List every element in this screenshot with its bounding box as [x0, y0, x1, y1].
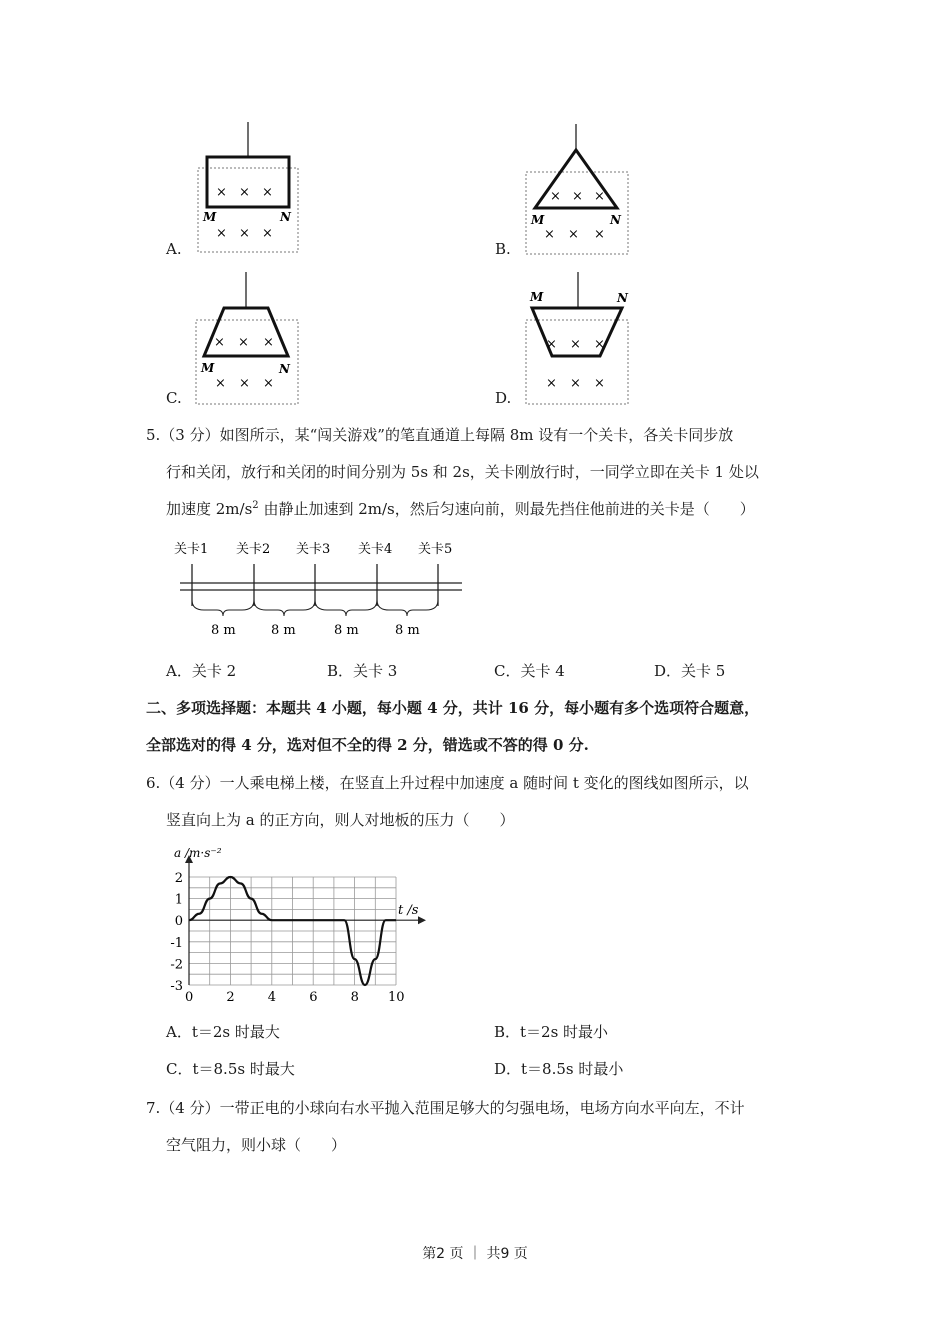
q6-option-d[interactable]: D．t＝8.5s 时最小: [494, 1060, 624, 1078]
x-mark: ×: [263, 376, 274, 391]
x-mark: ×: [239, 185, 250, 200]
x-mark: ×: [594, 227, 605, 242]
gate-label: 关卡1: [174, 542, 209, 557]
option-a-label: A.: [166, 240, 182, 258]
gate-label: 关卡2: [236, 542, 271, 557]
spacing-label: 8 m: [395, 623, 420, 638]
gate-label: 关卡4: [358, 542, 393, 557]
y-tick-label: 2: [174, 871, 183, 886]
label-n: N: [280, 210, 291, 224]
diagram-c: [160, 270, 320, 410]
label-m: M: [203, 210, 217, 224]
gate-label: 关卡3: [296, 542, 331, 557]
brace: [192, 600, 254, 616]
x-tick-label: 0: [185, 990, 194, 1005]
x-mark: ×: [550, 189, 561, 204]
spacing-label: 8 m: [211, 623, 236, 638]
q6-stem-line2: 竖直向上为 a 的正方向，则人对地板的压力（ ）: [166, 811, 515, 829]
x-axis-arrow: [418, 916, 426, 924]
q5-stem-line3: [166, 498, 755, 519]
label-m: M: [531, 213, 545, 227]
spacing-label: 8 m: [334, 623, 359, 638]
page-footer: 第2 页 ｜ 共9 页: [422, 1246, 528, 1262]
q6-option-b[interactable]: B．t＝2s 时最小: [494, 1023, 609, 1041]
x-mark: ×: [594, 337, 605, 352]
gate-label: 关卡5: [418, 542, 453, 557]
q5-stem-line1: 5.（3 分）如图所示，某“闯关游戏”的笔直通道上每隔 8m 设有一个关卡，各关卡同步放: [146, 426, 734, 444]
x-mark: ×: [262, 185, 273, 200]
spacing-label: 8 m: [271, 623, 296, 638]
diagram-d: [490, 270, 650, 410]
q4-option-d: [490, 270, 650, 410]
option-d-label: D.: [495, 389, 512, 407]
x-mark: ×: [214, 335, 225, 350]
x-mark: ×: [570, 337, 581, 352]
x-mark: ×: [215, 376, 226, 391]
q7-stem-line2: 空气阻力，则小球（ ）: [166, 1136, 347, 1154]
brace: [254, 600, 315, 616]
q5-stem-line2: 行和关闭，放行和关闭的时间分别为 5s 和 2s，关卡刚放行时，一同学立即在关卡 1 处以: [166, 463, 759, 481]
x-mark: ×: [238, 335, 249, 350]
label-m: M: [201, 361, 215, 375]
q5-line3-sup: 2: [252, 500, 259, 511]
x-tick-label: 2: [226, 990, 235, 1005]
q6-stem-line1: 6.（4 分）一人乘电梯上楼，在竖直上升过程中加速度 a 随时间 t 变化的图线如图所示，以: [146, 774, 749, 792]
section2-heading-line2: 全部选对的得 4 分，选对但不全的得 2 分，错选或不答的得 0 分.: [146, 736, 589, 754]
x-tick-label: 4: [267, 990, 277, 1005]
x-mark: ×: [546, 376, 557, 391]
y-tick-label: -2: [170, 957, 183, 973]
x-mark: ×: [594, 189, 605, 204]
q5-gates-diagram: [170, 536, 470, 646]
x-tick-label: 8: [350, 990, 359, 1005]
q5-line3-a: 加速度 2m/s: [166, 500, 253, 518]
q5-option-d[interactable]: D．关卡 5: [654, 662, 726, 680]
q5-option-c[interactable]: C．关卡 4: [494, 662, 565, 680]
label-n: N: [279, 362, 290, 376]
x-mark: ×: [544, 227, 555, 242]
acceleration-chart: [160, 840, 430, 1010]
q4-option-a: [160, 120, 320, 260]
x-mark: ×: [216, 185, 227, 200]
label-n: N: [610, 213, 621, 227]
q6-option-c[interactable]: C．t＝8.5s 时最大: [166, 1060, 295, 1078]
q5-line3-b: 由静止加速到 2m/s，然后匀速向前，则最先挡住他前进的关卡是（ ）: [258, 500, 755, 518]
y-tick-label: 1: [174, 892, 183, 908]
brace: [315, 600, 377, 616]
x-mark: ×: [239, 376, 250, 391]
q7-stem-line1: 7.（4 分）一带正电的小球向右水平抛入范围足够大的匀强电场，电场方向水平向左，不计: [146, 1099, 745, 1117]
y-tick-label: -1: [170, 935, 183, 951]
brace: [377, 600, 438, 616]
q4-option-b: [490, 120, 650, 260]
label-n: N: [617, 291, 628, 305]
label-m: M: [530, 290, 544, 304]
x-mark: ×: [262, 226, 273, 241]
q6-option-a[interactable]: A．t＝2s 时最大: [166, 1023, 280, 1041]
chart-grid: [189, 877, 396, 985]
x-mark: ×: [572, 189, 583, 204]
y-axis-label: a /m·s⁻²: [174, 846, 222, 860]
section2-heading-line1: 二、多项选择题：本题共 4 小题，每小题 4 分，共计 16 分，每小题有多个选项符合题意，: [146, 699, 760, 717]
diagram-a: [160, 120, 320, 260]
x-mark: ×: [570, 376, 581, 391]
q4-option-c: [160, 270, 320, 410]
y-tick-label: -3: [170, 979, 183, 994]
x-tick-label: 10: [388, 990, 405, 1005]
diagram-b: [490, 120, 650, 260]
x-mark: ×: [546, 337, 557, 352]
x-mark: ×: [263, 335, 274, 350]
x-mark: ×: [594, 376, 605, 391]
x-mark: ×: [568, 227, 579, 242]
x-mark: ×: [216, 226, 227, 241]
x-axis-label: t /s: [398, 903, 419, 918]
q5-option-a[interactable]: A．关卡 2: [166, 662, 237, 680]
y-tick-label: 0: [174, 914, 183, 930]
x-mark: ×: [239, 226, 250, 241]
option-b-label: B.: [495, 240, 511, 258]
x-tick-label: 6: [309, 990, 318, 1005]
option-c-label: C.: [166, 389, 182, 407]
q5-option-b[interactable]: B．关卡 3: [327, 662, 398, 680]
